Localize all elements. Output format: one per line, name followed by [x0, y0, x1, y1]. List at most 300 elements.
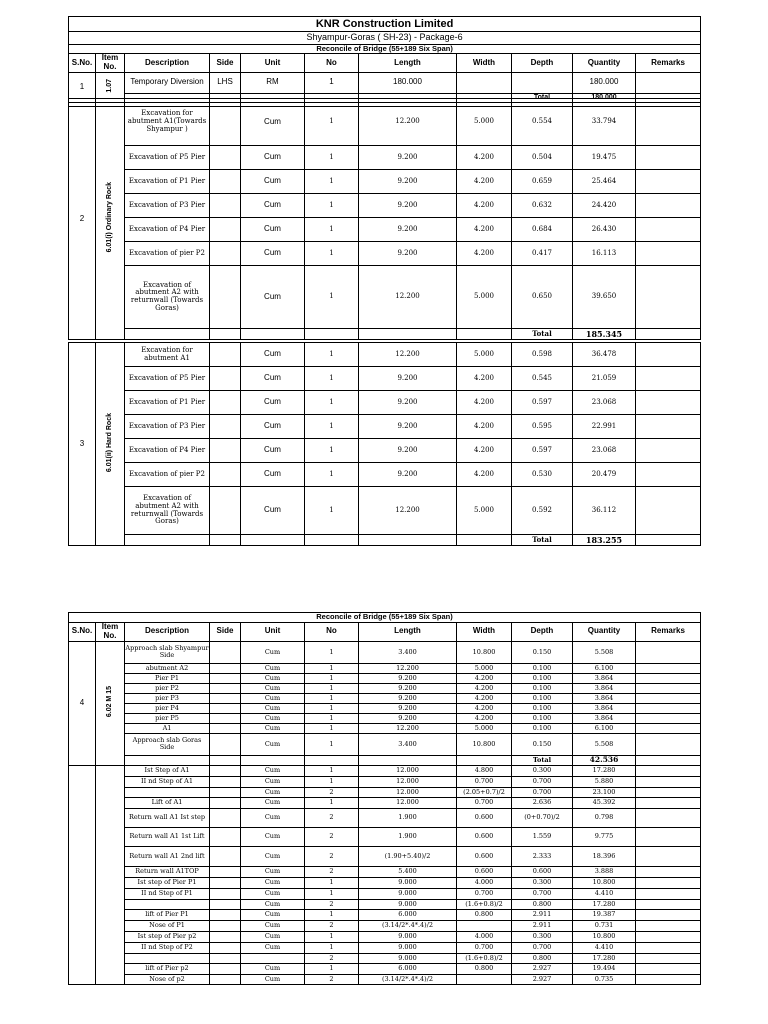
remarks-cell: [636, 909, 701, 920]
width-cell: 4.200: [457, 693, 512, 703]
side-cell: [210, 733, 241, 755]
unit-cell: Cum: [241, 641, 305, 663]
unit-cell: Cum: [241, 765, 305, 776]
length-cell: 9.200: [359, 439, 457, 463]
depth-cell: 0.100: [512, 703, 573, 713]
quantity-cell: 0.735: [573, 974, 636, 984]
side-cell: LHS: [210, 72, 241, 93]
table-row: [69, 866, 701, 877]
length-cell: 12.000: [359, 797, 457, 808]
description-cell: Excavation of abutment A2 with returnwall (Towards Goras): [125, 266, 210, 329]
unit-cell: Cum: [241, 242, 305, 266]
side-cell: [210, 877, 241, 888]
width-cell: 0.700: [457, 797, 512, 808]
quantity-cell: 3.888: [573, 866, 636, 877]
table-row: [69, 797, 701, 808]
length-cell: 9.200: [359, 693, 457, 703]
width-cell: 10.800: [457, 733, 512, 755]
description-cell: Excavation of P5 Pier: [125, 367, 210, 391]
total-label: Total: [512, 329, 573, 340]
width-cell: 4.800: [457, 765, 512, 776]
length-cell: 12.000: [359, 765, 457, 776]
table-row: [69, 974, 701, 984]
no-cell: 1: [305, 797, 359, 808]
description-cell: Excavation of P4 Pier: [125, 218, 210, 242]
width-cell: 0.800: [457, 963, 512, 974]
unit-cell: Cum: [241, 146, 305, 170]
side-cell: [210, 942, 241, 953]
remarks-cell: [636, 866, 701, 877]
description-cell: Return wall A1 2nd lift: [125, 846, 210, 866]
table-row: [69, 641, 701, 663]
quantity-cell: 19.494: [573, 963, 636, 974]
remarks-cell: [636, 218, 701, 242]
no-cell: 1: [305, 765, 359, 776]
length-cell: 9.200: [359, 194, 457, 218]
description-cell: Pier P1: [125, 673, 210, 683]
no-cell: 1: [305, 72, 359, 93]
table-row: [69, 170, 701, 194]
quantity-cell: 19.475: [573, 146, 636, 170]
width-cell: 4.200: [457, 673, 512, 683]
header-no: No: [305, 623, 359, 642]
depth-cell: 0.597: [512, 439, 573, 463]
depth-cell: 0.595: [512, 415, 573, 439]
remarks-cell: [636, 663, 701, 673]
table-row: [69, 703, 701, 713]
table-row: [69, 673, 701, 683]
description-cell: Return wall A1TOP: [125, 866, 210, 877]
side-cell: [210, 963, 241, 974]
table-row: [69, 713, 701, 723]
width-cell: 0.600: [457, 808, 512, 827]
unit-cell: Cum: [241, 888, 305, 899]
length-cell: 12.200: [359, 663, 457, 673]
no-cell: 2: [305, 899, 359, 909]
description-cell: Excavation for abutment A1(Towards Shyampur ): [125, 99, 210, 146]
side-cell: [210, 765, 241, 776]
side-cell: [210, 242, 241, 266]
no-cell: 2: [305, 846, 359, 866]
width-cell: 10.800: [457, 641, 512, 663]
quantity-cell: 5.508: [573, 641, 636, 663]
total-row: [69, 329, 701, 340]
description-cell: Nose of p2: [125, 974, 210, 984]
width-cell: 4.200: [457, 170, 512, 194]
no-cell: 1: [305, 776, 359, 787]
width-cell: 5.000: [457, 99, 512, 146]
sno-cell: 3: [69, 343, 96, 546]
remarks-cell: [636, 846, 701, 866]
width-cell: (2.05+0.7)/2: [457, 787, 512, 797]
width-cell: 0.700: [457, 942, 512, 953]
remarks-cell: [636, 723, 701, 733]
section-hard-rock: [68, 342, 701, 546]
depth-cell: 0.700: [512, 942, 573, 953]
description-cell: Approach slab Goras Side: [125, 733, 210, 755]
no-cell: 1: [305, 683, 359, 693]
remarks-cell: [636, 641, 701, 663]
width-cell: 0.600: [457, 827, 512, 846]
width-cell: 4.000: [457, 931, 512, 942]
table-row: [69, 920, 701, 931]
no-cell: 1: [305, 367, 359, 391]
width-cell: 0.700: [457, 888, 512, 899]
quantity-cell: 3.864: [573, 713, 636, 723]
table-row: [69, 463, 701, 487]
quantity-cell: 36.478: [573, 343, 636, 367]
length-cell: 12.000: [359, 787, 457, 797]
quantity-cell: 36.112: [573, 487, 636, 535]
description-cell: Return wall A1 Ist step: [125, 808, 210, 827]
depth-cell: 2.333: [512, 846, 573, 866]
depth-cell: 0.100: [512, 673, 573, 683]
quantity-cell: 3.864: [573, 693, 636, 703]
header-quantity: Quantity: [573, 54, 636, 73]
unit-cell: RM: [241, 72, 305, 93]
no-cell: 2: [305, 953, 359, 963]
table-title: Reconcile of Bridge (55+189 Six Span): [69, 45, 701, 54]
remarks-cell: [636, 787, 701, 797]
side-cell: [210, 787, 241, 797]
quantity-cell: 39.650: [573, 266, 636, 329]
unit-cell: Cum: [241, 367, 305, 391]
width-cell: 4.200: [457, 703, 512, 713]
remarks-cell: [636, 703, 701, 713]
remarks-cell: [636, 146, 701, 170]
quantity-cell: 3.864: [573, 673, 636, 683]
remarks-cell: [636, 808, 701, 827]
quantity-cell: 33.794: [573, 99, 636, 146]
remarks-cell: [636, 931, 701, 942]
quantity-cell: 17.280: [573, 765, 636, 776]
length-cell: 12.200: [359, 343, 457, 367]
width-cell: 4.200: [457, 683, 512, 693]
unit-cell: Cum: [241, 776, 305, 787]
length-cell: 9.200: [359, 367, 457, 391]
remarks-cell: [636, 242, 701, 266]
length-cell: 9.200: [359, 703, 457, 713]
unit-cell: Cum: [241, 797, 305, 808]
depth-cell: 0.554: [512, 99, 573, 146]
width-cell: (1.6+0.8)/2: [457, 899, 512, 909]
description-cell: Approach slab Shyampur Side: [125, 641, 210, 663]
quantity-cell: 10.800: [573, 931, 636, 942]
side-cell: [210, 723, 241, 733]
no-cell: 1: [305, 266, 359, 329]
table-row: [69, 693, 701, 703]
depth-cell: 0.300: [512, 877, 573, 888]
total-value: 183.255: [573, 535, 636, 546]
quantity-cell: 3.864: [573, 703, 636, 713]
no-cell: 1: [305, 641, 359, 663]
no-cell: 1: [305, 877, 359, 888]
remarks-cell: [636, 487, 701, 535]
sno-cell: 1: [69, 72, 96, 102]
quantity-cell: 24.420: [573, 194, 636, 218]
unit-cell: Cum: [241, 877, 305, 888]
length-cell: 9.200: [359, 391, 457, 415]
side-cell: [210, 909, 241, 920]
width-cell: 4.200: [457, 367, 512, 391]
side-cell: [210, 713, 241, 723]
length-cell: 9.200: [359, 683, 457, 693]
description-cell: lift of Pier P1: [125, 909, 210, 920]
total-label: Total: [512, 93, 573, 102]
no-cell: 1: [305, 693, 359, 703]
unit-cell: Cum: [241, 920, 305, 931]
side-cell: [210, 663, 241, 673]
depth-cell: 0.150: [512, 641, 573, 663]
item-no-label: 6.01(ii) Hard Rock: [106, 413, 114, 473]
depth-cell: 0.659: [512, 170, 573, 194]
no-cell: 1: [305, 343, 359, 367]
side-cell: [210, 439, 241, 463]
depth-cell: 2.927: [512, 963, 573, 974]
no-cell: 1: [305, 723, 359, 733]
quantity-cell: 0.731: [573, 920, 636, 931]
total-row: [69, 755, 701, 765]
unit-cell: Cum: [241, 909, 305, 920]
no-cell: 2: [305, 827, 359, 846]
width-cell: 5.000: [457, 487, 512, 535]
side-cell: [210, 808, 241, 827]
remarks-cell: [636, 99, 701, 146]
quantity-cell: 5.880: [573, 776, 636, 787]
no-cell: 1: [305, 963, 359, 974]
header-width: Width: [457, 623, 512, 642]
unit-cell: Cum: [241, 194, 305, 218]
table-row: [69, 827, 701, 846]
table-row: [69, 194, 701, 218]
unit-cell: Cum: [241, 942, 305, 953]
unit-cell: [241, 953, 305, 963]
remarks-cell: [636, 765, 701, 776]
side-cell: [210, 953, 241, 963]
side-cell: [210, 673, 241, 683]
description-cell: Excavation of P5 Pier: [125, 146, 210, 170]
unit-cell: Cum: [241, 487, 305, 535]
remarks-cell: [636, 776, 701, 787]
unit-cell: Cum: [241, 808, 305, 827]
length-cell: 3.400: [359, 641, 457, 663]
quantity-cell: 180.000: [573, 72, 636, 93]
table-row: [69, 343, 701, 367]
remarks-cell: [636, 899, 701, 909]
table-row: [69, 942, 701, 953]
remarks-cell: [636, 439, 701, 463]
side-cell: [210, 899, 241, 909]
no-cell: 1: [305, 713, 359, 723]
depth-cell: 0.300: [512, 931, 573, 942]
depth-cell: 0.100: [512, 683, 573, 693]
no-cell: 1: [305, 439, 359, 463]
description-cell: Ist step of Pier p2: [125, 931, 210, 942]
description-cell: Excavation of P4 Pier: [125, 439, 210, 463]
description-cell: II nd Step of P1: [125, 888, 210, 899]
depth-cell: 0.150: [512, 733, 573, 755]
unit-cell: Cum: [241, 866, 305, 877]
side-cell: [210, 797, 241, 808]
depth-cell: 0.100: [512, 663, 573, 673]
quantity-cell: 23.100: [573, 787, 636, 797]
remarks-cell: [636, 683, 701, 693]
quantity-cell: 10.800: [573, 877, 636, 888]
description-cell: II nd Step of A1: [125, 776, 210, 787]
side-cell: [210, 146, 241, 170]
item-no-cell: [96, 99, 125, 340]
header-quantity: Quantity: [573, 623, 636, 642]
width-cell: 4.200: [457, 463, 512, 487]
table-row: [69, 787, 701, 797]
width-cell: 5.000: [457, 723, 512, 733]
no-cell: 1: [305, 733, 359, 755]
table-row: [69, 663, 701, 673]
item-no-cell: [96, 641, 125, 765]
unit-cell: Cum: [241, 703, 305, 713]
depth-cell: 0.417: [512, 242, 573, 266]
quantity-cell: 0.798: [573, 808, 636, 827]
header-description: Description: [125, 623, 210, 642]
quantity-cell: 6.100: [573, 663, 636, 673]
side-cell: [210, 920, 241, 931]
quantity-cell: 23.068: [573, 391, 636, 415]
width-cell: [457, 974, 512, 984]
unit-cell: Cum: [241, 343, 305, 367]
no-cell: 1: [305, 194, 359, 218]
no-cell: 2: [305, 974, 359, 984]
remarks-cell: [636, 170, 701, 194]
description-cell: Return wall A1 1st Lift: [125, 827, 210, 846]
header-row: [69, 54, 701, 73]
side-cell: [210, 367, 241, 391]
unit-cell: Cum: [241, 683, 305, 693]
remarks-cell: [636, 415, 701, 439]
item-no-cell: 1.07: [96, 72, 125, 102]
length-cell: 9.000: [359, 931, 457, 942]
remarks-cell: [636, 953, 701, 963]
width-cell: 4.200: [457, 439, 512, 463]
depth-cell: 0.597: [512, 391, 573, 415]
remarks-cell: [636, 920, 701, 931]
length-cell: 9.200: [359, 713, 457, 723]
table-row: [69, 888, 701, 899]
width-cell: (1.6+0.8)/2: [457, 953, 512, 963]
header-row-2: [69, 623, 701, 642]
table-row: [69, 415, 701, 439]
remarks-cell: [636, 693, 701, 703]
length-cell: 9.000: [359, 877, 457, 888]
width-cell: [457, 72, 512, 93]
table-row: [69, 218, 701, 242]
no-cell: 2: [305, 787, 359, 797]
total-row: [69, 535, 701, 546]
width-cell: 0.600: [457, 846, 512, 866]
no-cell: 2: [305, 920, 359, 931]
description-cell: Lift of A1: [125, 797, 210, 808]
sno-cell: 4: [69, 641, 96, 765]
quantity-cell: 17.280: [573, 953, 636, 963]
remarks-cell: [636, 463, 701, 487]
side-cell: [210, 683, 241, 693]
remarks-cell: [636, 367, 701, 391]
depth-cell: 0.598: [512, 343, 573, 367]
table-row: [69, 391, 701, 415]
description-cell: abutment A2: [125, 663, 210, 673]
no-cell: 1: [305, 942, 359, 953]
quantity-cell: 6.100: [573, 723, 636, 733]
remarks-cell: [636, 343, 701, 367]
description-cell: Ist Step of A1: [125, 765, 210, 776]
depth-cell: 0.684: [512, 218, 573, 242]
unit-cell: Cum: [241, 439, 305, 463]
header-remarks: Remarks: [636, 54, 701, 73]
length-cell: 180.000: [359, 72, 457, 93]
no-cell: 1: [305, 487, 359, 535]
header-depth: Depth: [512, 623, 573, 642]
header-no: No: [305, 54, 359, 73]
quantity-cell: 4.410: [573, 888, 636, 899]
remarks-cell: [636, 713, 701, 723]
width-cell: 0.800: [457, 909, 512, 920]
table-title-2: Reconcile of Bridge (55+189 Six Span): [69, 613, 701, 623]
header-unit: Unit: [241, 54, 305, 73]
side-cell: [210, 641, 241, 663]
length-cell: 12.200: [359, 487, 457, 535]
depth-cell: 0.530: [512, 463, 573, 487]
depth-cell: 2.911: [512, 920, 573, 931]
header-sno: S.No.: [69, 54, 96, 73]
unit-cell: Cum: [241, 723, 305, 733]
quantity-cell: 17.280: [573, 899, 636, 909]
side-cell: [210, 703, 241, 713]
remarks-cell: [636, 942, 701, 953]
unit-cell: Cum: [241, 99, 305, 146]
quantity-cell: 3.864: [573, 683, 636, 693]
table-row: [69, 99, 701, 146]
remarks-cell: [636, 827, 701, 846]
width-cell: 4.200: [457, 194, 512, 218]
side-cell: [210, 266, 241, 329]
length-cell: (3.14/2*.4*.4)/2: [359, 920, 457, 931]
side-cell: [210, 343, 241, 367]
reconcile-table-page1: [68, 16, 701, 107]
header-sno: S.No.: [69, 623, 96, 642]
length-cell: 5.400: [359, 866, 457, 877]
side-cell: [210, 827, 241, 846]
depth-cell: 0.300: [512, 765, 573, 776]
length-cell: (3.14/2*.4*.4)/2: [359, 974, 457, 984]
header-unit: Unit: [241, 623, 305, 642]
table-row: [69, 765, 701, 776]
unit-cell: Cum: [241, 673, 305, 683]
width-cell: 4.200: [457, 391, 512, 415]
description-cell: pier P5: [125, 713, 210, 723]
depth-cell: 0.700: [512, 888, 573, 899]
length-cell: 12.200: [359, 99, 457, 146]
side-cell: [210, 487, 241, 535]
width-cell: 5.000: [457, 266, 512, 329]
width-cell: 4.200: [457, 415, 512, 439]
description-cell: Excavation of P1 Pier: [125, 170, 210, 194]
unit-cell: Cum: [241, 663, 305, 673]
length-cell: 12.200: [359, 723, 457, 733]
description-cell: Excavation of pier P2: [125, 242, 210, 266]
depth-cell: 0.650: [512, 266, 573, 329]
header-length: Length: [359, 623, 457, 642]
no-cell: 1: [305, 218, 359, 242]
remarks-cell: [636, 673, 701, 683]
